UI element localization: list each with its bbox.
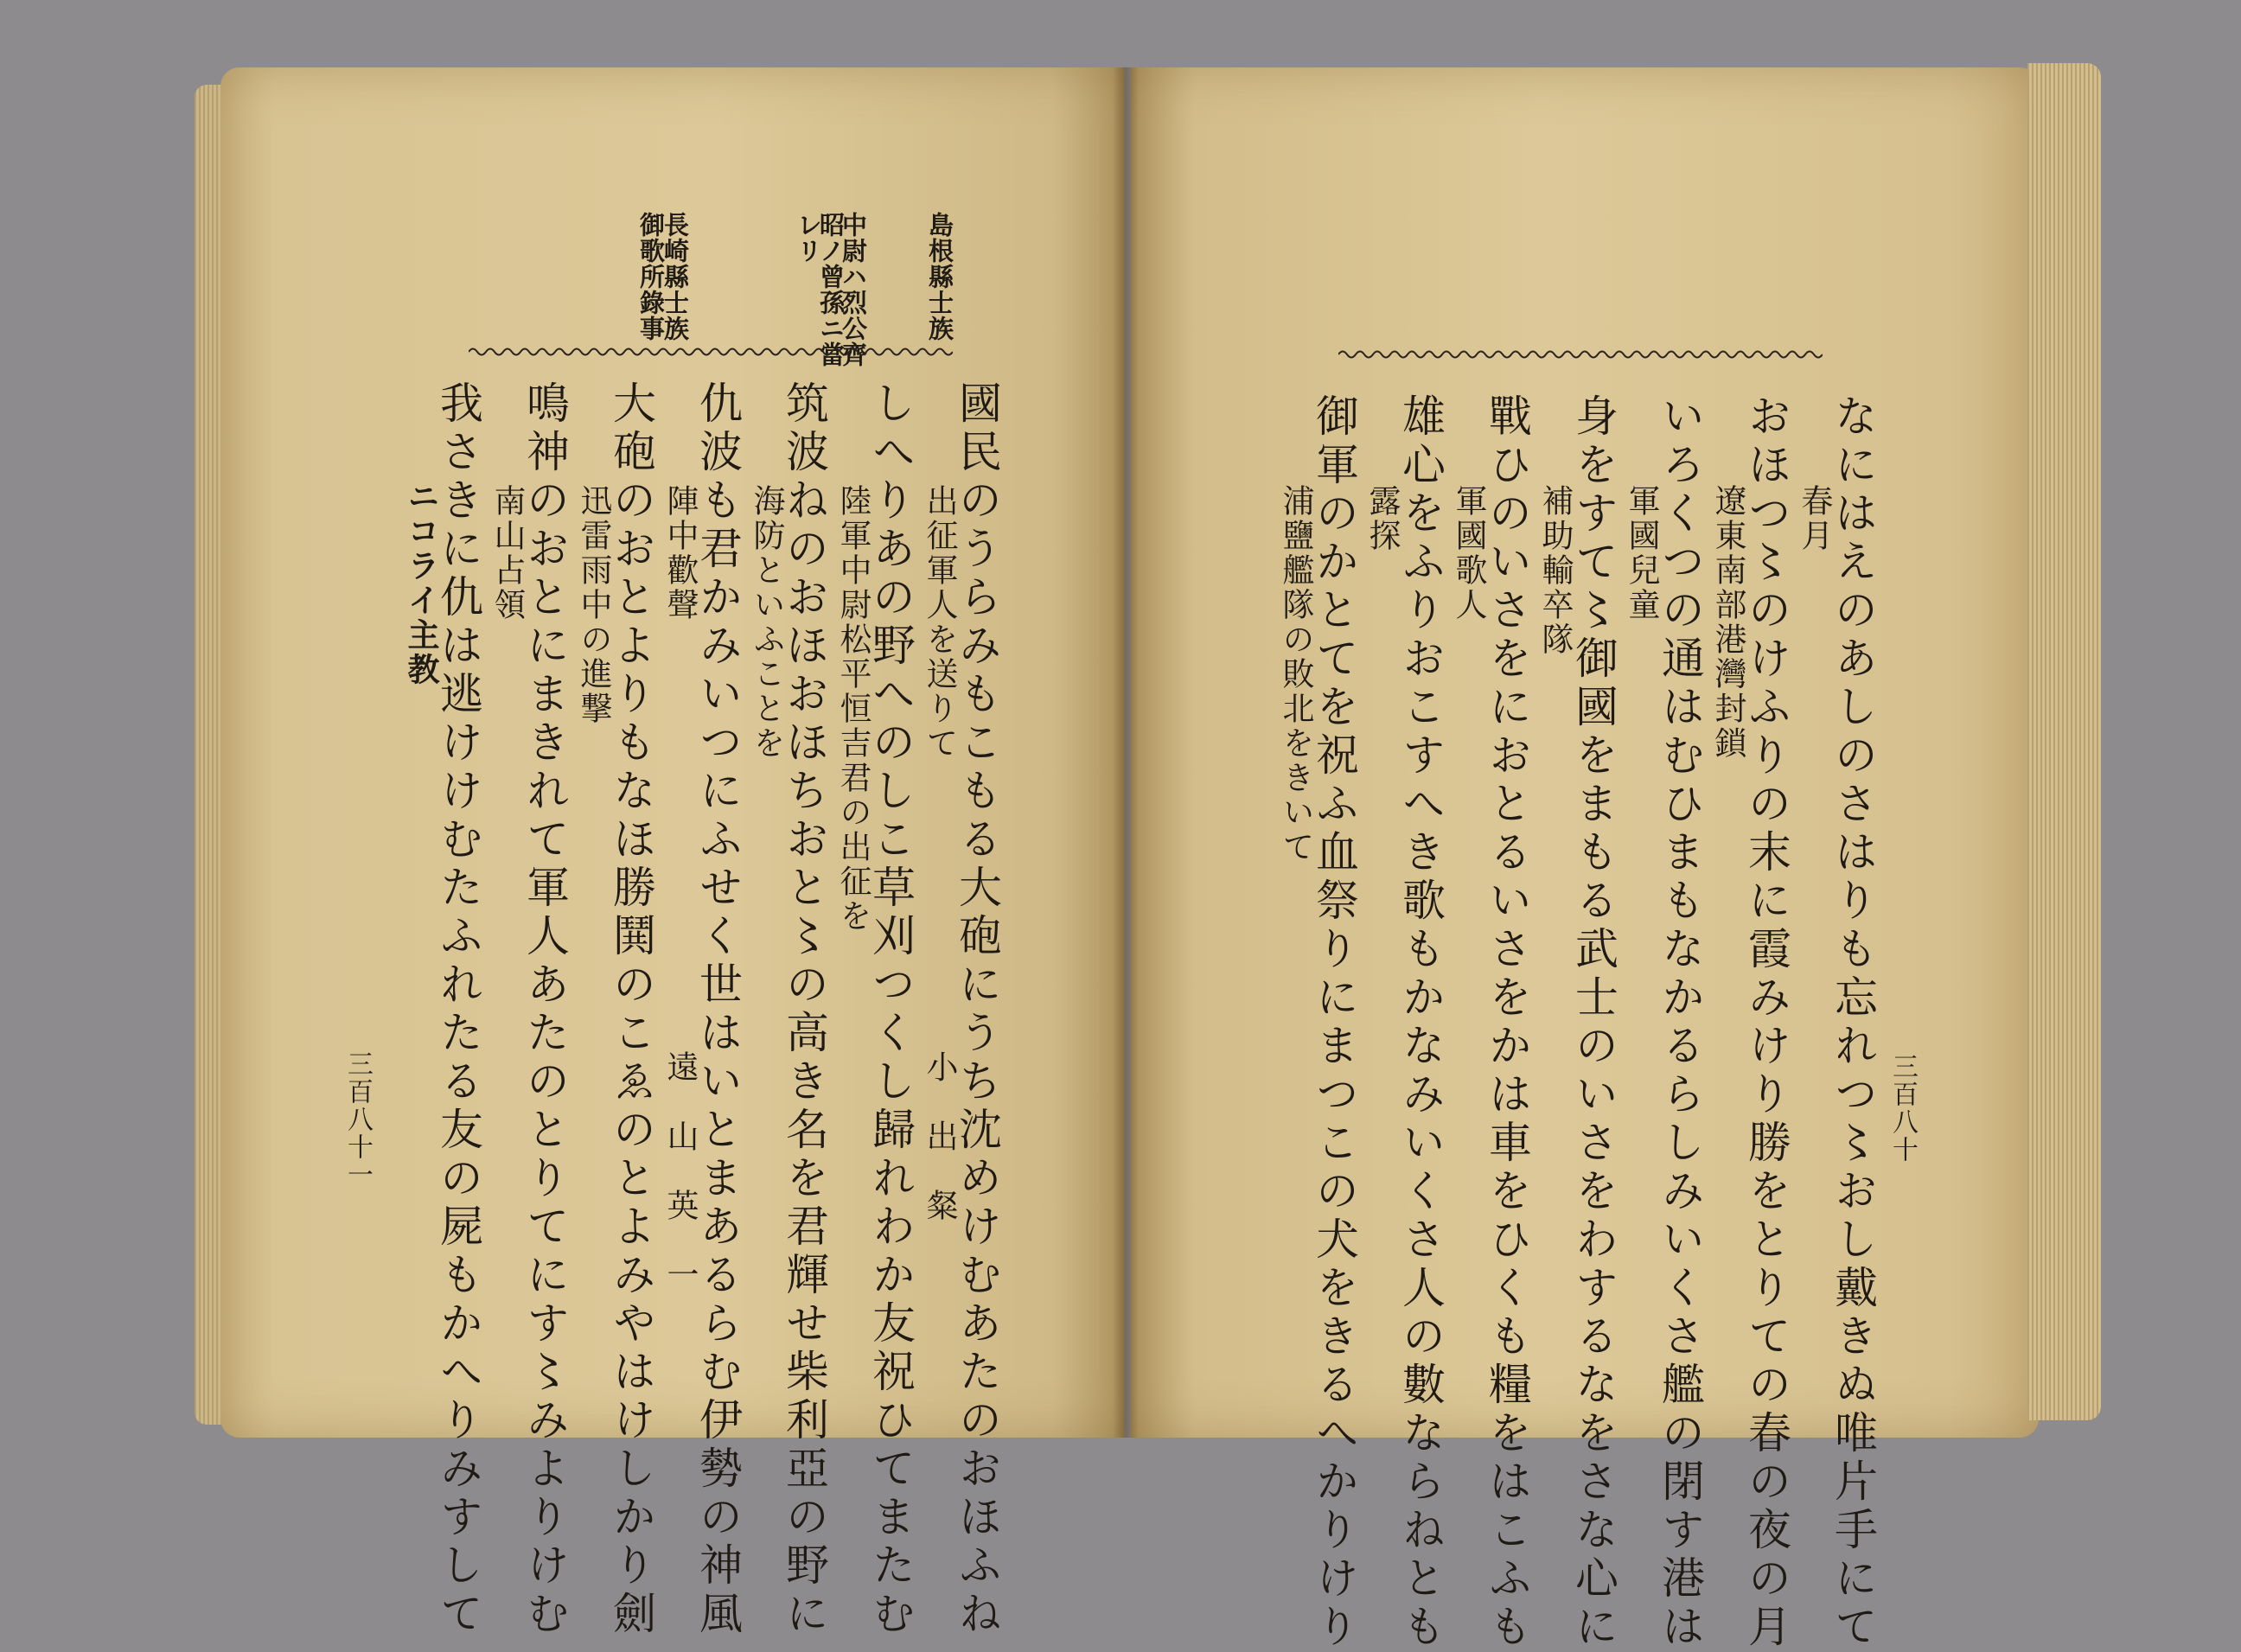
header-note: レリ [794,212,823,264]
poem-line: 筑波ねのおほおほちおと〻の高き名を君輝せ柴利亞の野に [779,380,829,1639]
page-number-right: 三百八十 [1887,1053,1918,1164]
author-name: ニコライ主教 [402,480,440,687]
heading-line: 海防といふことを [748,484,785,761]
heading-line: 出征軍人を送りて [921,484,958,761]
book-gutter [1113,67,1139,1438]
page-number-left: 三百八十一 [342,1050,373,1189]
wavy-divider-left [469,346,953,358]
header-note: 御歌所錄事 [636,212,666,341]
heading-line: 補助輸卒隊 [1536,484,1574,657]
header-note: 中尉ハ烈公齊 [839,212,868,367]
heading-line: 陸軍中尉松平恒吉君の出征を [834,484,872,934]
poem-line: なにはえのあしのさはりも忘れつ〻おし戴きぬ唯片手にて [1828,393,1878,1652]
heading-line: 迅雷雨中の進撃 [575,484,612,726]
poem-line: いろくつの通はむひまもなかるらしみいくさ艦の閉す港は [1655,393,1705,1652]
page-edges-right [2027,63,2101,1420]
heading-line: 軍國歌人 [1450,484,1487,622]
heading-line: 軍國兒童 [1623,484,1660,622]
poem-line: 御軍のかとてを祝ふ血祭りにまつこの犬をきるへかりけり [1309,393,1359,1652]
poem-line: しへりあの野へのしこ草刈つくし歸れわか友祝ひてまたむ [865,380,916,1639]
heading-line: 浦鹽艦隊の敗北をきいて [1277,484,1314,864]
heading-line: 春月 [1796,484,1833,553]
heading-line: 南山占領 [488,484,526,622]
poem-line: 戰ひのいさをにおとるいさをかは車をひくも糧をはこふも [1482,393,1532,1652]
poem-line: 仇波も君かみいつにふせく世はいとまあるらむ伊勢の神風 [693,380,743,1639]
author-name: 小 出 粲 [921,1050,958,1223]
poem-line: 大砲のおとよりもなほ勝鬨のこゑのとよみやはけしかり劍 [606,380,656,1639]
poem-line: おほつ〻のけふりの末に霞みけり勝をとりての春の夜の月 [1741,393,1791,1652]
poem-line: 身をすて〻御國をまもる武士のいさをわするなをさな心に [1568,393,1618,1652]
header-note: 昭ノ曾孫ニ當 [816,212,846,367]
poem-line: 國民のうらみもこもる大砲にうち沈めけむあたのおほふね [952,380,1002,1639]
header-note: 長崎縣士族 [661,212,690,341]
wavy-divider-right [1338,348,1823,360]
poem-line: 鳴神のおとにまきれて軍人あたのとりてにす〻みよりけむ [520,380,570,1639]
author-name: 遠 山 英 一 [661,1050,699,1292]
poem-line: 我さきに仇は逃けけむたふれたる友の屍もかへりみすして [433,380,483,1639]
header-note: 島根縣士族 [925,212,954,341]
heading-line: 遼東南部港灣封鎖 [1709,484,1746,761]
heading-line: 露探 [1363,484,1401,553]
heading-line: 陣中歡聲 [661,484,699,622]
poem-line: 雄心をふりおこすへき歌もかなみいくさ人の數ならねとも [1395,393,1446,1652]
